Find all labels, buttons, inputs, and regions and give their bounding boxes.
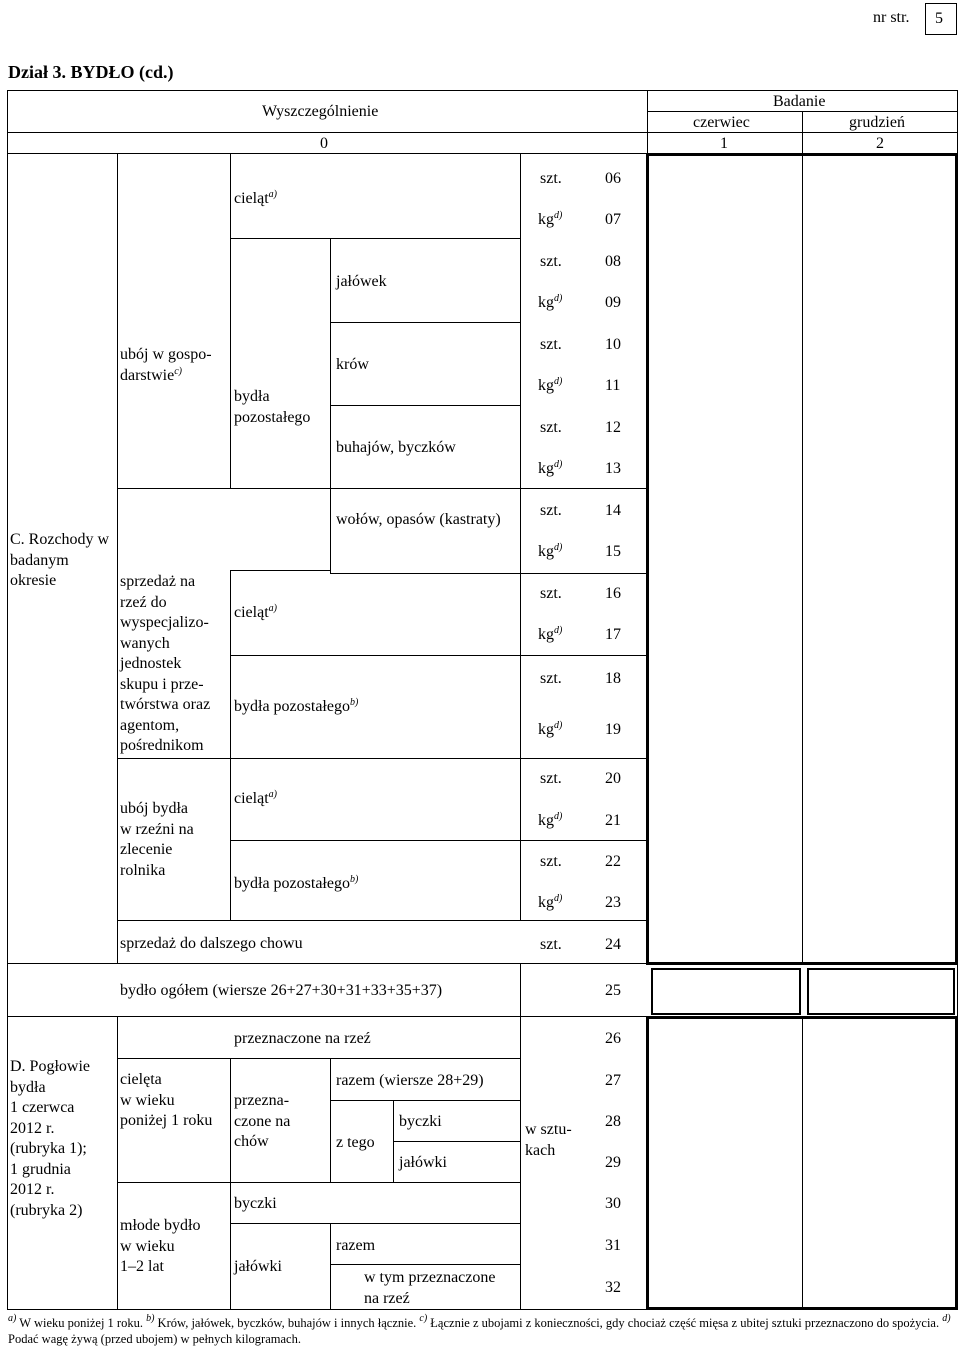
section-title: Dział 3. BYDŁO (cd.) [8, 62, 174, 82]
przeznaczone-na-chow: przezna- czone na chów [234, 1092, 291, 1150]
cielat-label-3: cieląt$^{a)}$ [234, 789, 277, 807]
krow-label: krów [336, 356, 369, 373]
jalowki-label-1: jałówki [399, 1154, 447, 1171]
uboj-w-rzezni: ubój bydła w rzeźni na zlecenie rolnika [120, 800, 194, 879]
przeznaczone-na-rzez: przeznaczone na rzeź [234, 1030, 371, 1047]
header-spec: Wyszczególnienie [262, 103, 379, 120]
w-tym-rzez-label: w tym przeznaczone na rzeź [364, 1269, 496, 1307]
header-col2: 2 [876, 135, 884, 152]
header-col1: 1 [720, 135, 728, 152]
sprzedaz-na-rzez: sprzedaż na rzeź do wyspecjalizo- wanych jednostek skupu i prze- twórstwa oraz agentom, pośrednikom [120, 573, 211, 754]
razem-label: razem [336, 1237, 376, 1254]
buhajow-label: buhajów, byczków [336, 439, 456, 456]
header-badanie: Badanie [773, 93, 826, 110]
jalowki-label-2: jałówki [234, 1258, 282, 1275]
page-number-box [925, 3, 957, 35]
section-c-title: C. Rozchody w badanym okresie [10, 531, 110, 589]
page-number-label: nr str. [873, 9, 910, 26]
razem-28-29: razem (wiersze 28+29) [336, 1072, 484, 1089]
cielat-label-1: cieląt$^{a)}$ [234, 189, 277, 207]
bydla-pozostalego-2: bydła pozostałego$^{b)}$ [234, 697, 359, 715]
bydla-pozostalego-3: bydła pozostałego$^{b)}$ [234, 874, 359, 892]
footnotes: $^{a)}$ W wieku poniżej 1 roku. $^{b)}$ Krów, jałówek, byczków, buhajów i innych łącznie. $^{c)}$ Łącznie z ubojami z konieczności, gdy chociaż część mięsa z ubitej sztuki przeznaczono do spożycia. $^{d)}$ Podać wagę żywą (przed ubojem) w pełnych kilogramach. [8, 1313, 951, 1346]
uboj-w-gospodarstwie: ubój w gospo- darstwie$^{c)}$ [120, 346, 212, 384]
cieleta-label: cielęta w wieku poniżej 1 roku [120, 1071, 213, 1129]
sprzedaz-chowu-label: sprzedaż do dalszego chowu [120, 935, 303, 952]
wolow-label: wołów, opasów (kastraty) [336, 511, 501, 528]
jalowek-label: jałówek [336, 273, 387, 290]
page-number-value: 5 [935, 10, 943, 27]
w-sztukach-label: w sztu- kach [525, 1121, 572, 1159]
byczki-label-1: byczki [399, 1113, 442, 1130]
section-d-title: D. Pogłowie bydła 1 czerwca 2012 r. (rubryka 1); 1 grudnia 2012 r. (rubryka 2) [10, 1058, 90, 1219]
total-row-label: bydło ogółem (wiersze 26+27+30+31+33+35+37) [120, 982, 443, 999]
header-grudzien: grudzień [849, 114, 905, 131]
bydla-pozostalego-1: bydła pozostałego [234, 388, 311, 426]
header-col0: 0 [320, 135, 328, 152]
cielat-label-2: cieląt$^{a)}$ [234, 603, 277, 621]
byczki-label-2: byczki [234, 1195, 277, 1212]
z-tego-label: z tego [336, 1134, 375, 1151]
header-czerwiec: czerwiec [693, 114, 750, 131]
mlode-bydlo-label: młode bydło w wieku 1–2 lat [120, 1217, 201, 1275]
